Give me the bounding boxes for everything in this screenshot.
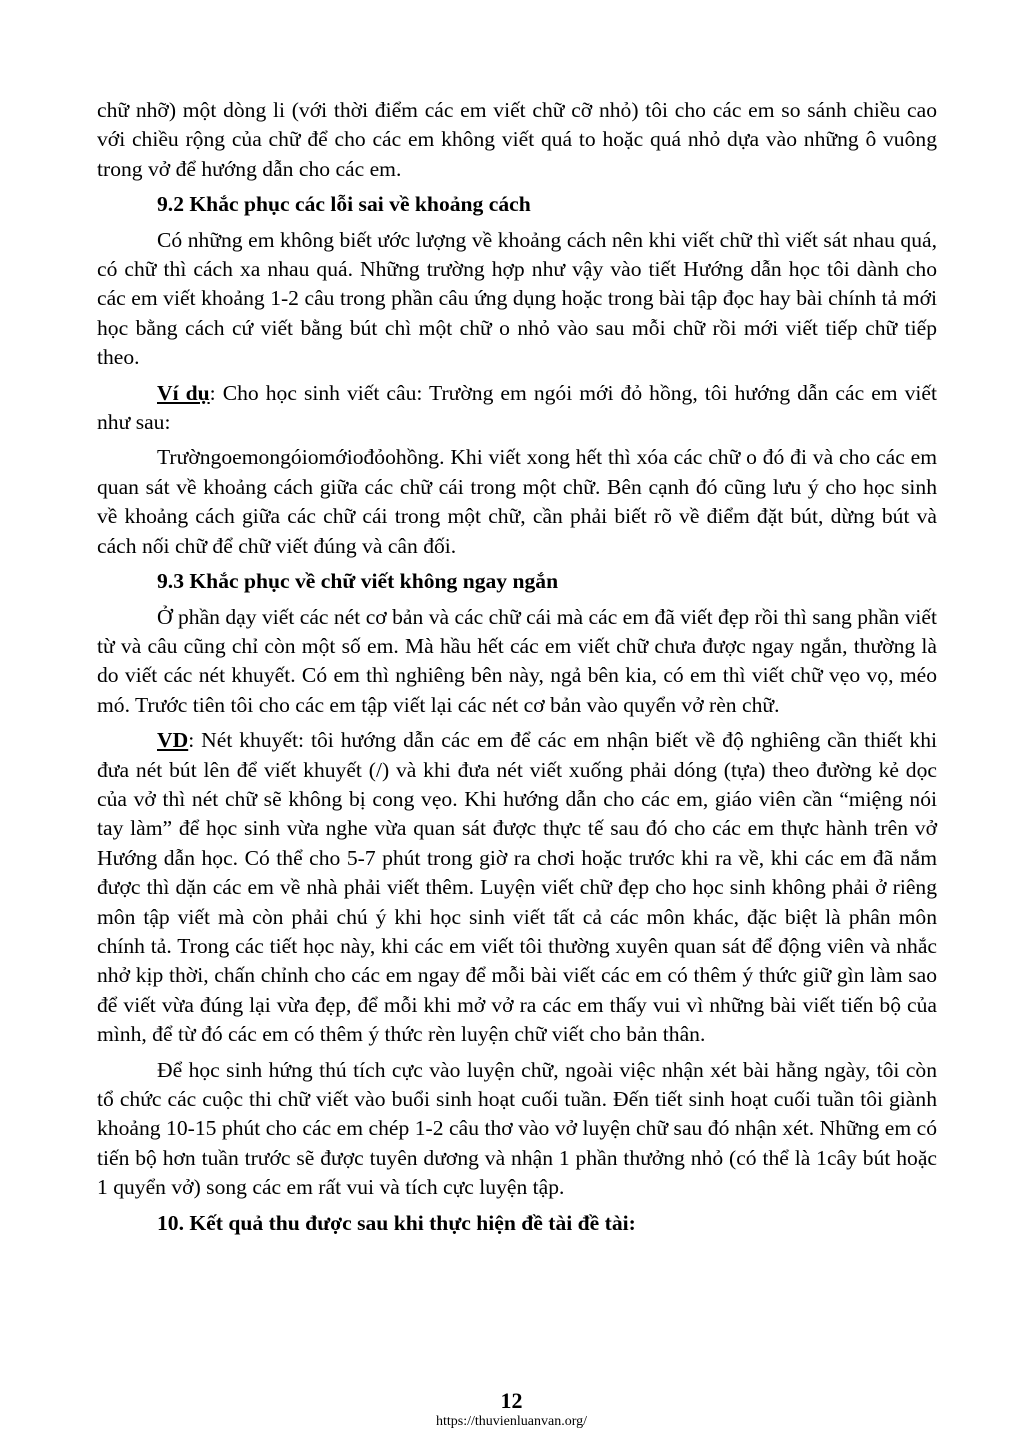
paragraph-9-3-intro: Ở phần dạy viết các nét cơ bản và các chữ cái mà các em đã viết đẹp rồi thì sang phần viết từ và câu cũng chỉ còn một số em. Mà hầu hết các em viết chữ chưa được ngay ngắn, thường là do viết các nét khuyết. Có em thì nghiêng bên này, ngả bên kia, có em thì viết chữ vẹo vọ, méo mó. Trước tiên tôi cho các em tập viết lại các nét cơ bản vào quyển vở rèn chữ. — [97, 604, 937, 717]
paragraph-example — [97, 379, 937, 438]
vd-text: : Nét khuyết: tôi hướng dẫn các em để các em nhận biết về độ nghiêng cần thiết khi đưa nét bút lên để viết khuyết (/) và khi đưa nét viết xuống phải dóng (tựa) theo đường kẻ dọc của vở thì nét chữ sẽ không bị cong vẹo. Khi hướng dẫn cho các em, giáo viên cần “miệng nói tay làm” để học sinh vừa nghe vừa quan sát được thực tế sau đó cho các em thực hành trên vở Hướng dẫn học. Có thể cho 5-7 phút trong giờ ra chơi hoặc trước khi ra về, khi các em đã nắm được thì dặn các em về nhà phải viết thêm. Luyện viết chữ đẹp cho học sinh không phải ở riêng môn tập viết mà còn phải chú ý khi học sinh viết tất cả các môn khác, đặc biệt là phân môn chính tả. Trong các tiết học này, khi các em viết tôi thường xuyên quan sát để động viên và nhắc nhở kịp thời, chấn chỉnh cho các em ngay để mỗi bài viết các em có thêm ý thức giữ gìn làm sao để viết vừa đúng lại vừa đẹp, để mỗi khi mở vở ra các em thấy vui vì những bài viết tiến bộ của mình, để từ đó các em có thêm ý thức rèn luyện chữ viết cho bản thân. — [97, 728, 937, 1047]
vd-label: VD — [157, 728, 189, 753]
paragraph-intro: chữ nhỡ) một dòng li (với thời điểm các em viết chữ cỡ nhỏ) tôi cho các em so sánh chiều cao với chiều rộng của chữ để cho các em không viết quá to hoặc quá nhỏ dựa vào những ô vuông trong vở để hướng dẫn cho các em. — [97, 98, 937, 181]
heading-10: 10. Kết quả thu được sau khi thực hiện đề tài đề tài: — [157, 1210, 636, 1235]
page-body — [97, 96, 937, 1244]
paragraph-9-2-spacing: Có những em không biết ước lượng về khoảng cách nên khi viết chữ thì viết sát nhau quá, có chữ thì cách xa nhau quá. Những trường hợp như vậy vào tiết Hướng dẫn học tôi dành cho các em viết khoảng 1-2 câu trong phần câu ứng dụng hoặc trong bài tập đọc hay bài chính tả mới học bằng cách cứ viết bằng bút chì một chữ o nhỏ vào sau mỗi chữ rồi mới viết tiếp chữ tiếp theo. — [97, 227, 937, 370]
example-text: : Cho học sinh viết câu: Trường em ngói mới đỏ hồng, tôi hướng dẫn các em viết như sau: — [97, 380, 937, 435]
heading-9-2: 9.2 Khắc phục các lỗi sai về khoảng cách — [157, 192, 531, 217]
page-number: 12 — [500, 1388, 523, 1413]
example-label: Ví dụ — [157, 380, 210, 405]
paragraph-example-sentence: Trườngoemongóiomớiođỏohồng. Khi viết xong hết thì xóa các chữ o đó đi và cho các em quan sát về khoảng cách giữa các chữ cái trong một chữ. Bên cạnh đó cũng lưu ý cho học sinh về khoảng cách giữa các chữ cái trong một chữ, cần phải biết rõ về điểm đặt bút, dừng bút và cách nối chữ để chữ viết đúng và cân đối. — [97, 445, 937, 558]
paragraph-vd — [97, 726, 937, 1049]
paragraph-contest: Để học sinh hứng thú tích cực vào luyện chữ, ngoài việc nhận xét bài hằng ngày, tôi còn tổ chức các cuộc thi chữ viết vào buổi sinh hoạt cuối tuần. Đến tiết sinh hoạt cuối tuần tôi giành khoảng 10-15 phút cho các em chép 1-2 câu thơ vào vở luyện chữ sau đó nhận xét. Những em có tiến bộ hơn tuần trước sẽ được tuyên dương và nhận 1 phần thưởng nhỏ (có thể là 1cây bút hoặc 1 quyển vở) song các em rất vui và tích cực luyện tập. — [97, 1057, 937, 1200]
heading-9-3: 9.3 Khắc phục về chữ viết không ngay ngắn — [157, 569, 559, 594]
footer-url: https://thuvienluanvan.org/ — [435, 1414, 587, 1429]
